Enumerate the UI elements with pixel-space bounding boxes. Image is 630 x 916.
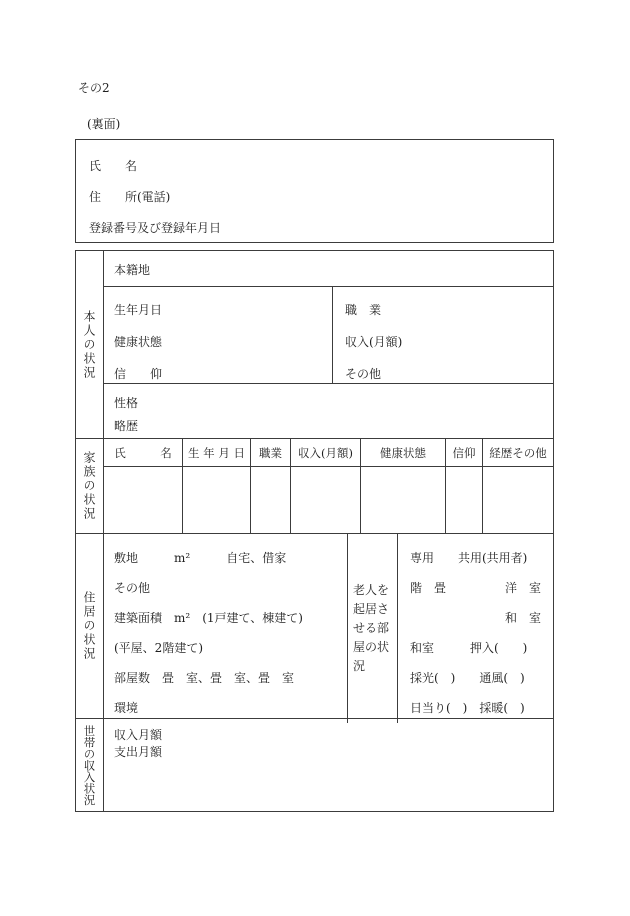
japanese-room-label: 和 室 <box>504 611 541 625</box>
address-field-label: 住 所(電話) <box>89 190 171 204</box>
floor-tatami-field-label <box>410 573 541 603</box>
storeys-field-label: (平屋、2階建て) <box>114 641 203 655</box>
part-label: その2 <box>78 81 110 95</box>
faith-field-label: 信 仰 <box>114 367 163 381</box>
housing-status-section <box>76 533 553 718</box>
family-status-content <box>104 439 553 533</box>
household-income-section <box>76 718 553 811</box>
domicile-field-label: 本籍地 <box>104 251 553 287</box>
household-income-fields <box>104 719 553 811</box>
closet-left: 和室 押入( ) <box>410 641 528 655</box>
family-table-empty-row <box>104 467 553 533</box>
person-status-label: 本人の状況 <box>76 251 104 438</box>
elder-room-status-label: 老人を起居させる部屋の状況 <box>353 583 390 673</box>
family-status-label: 家族の状況 <box>76 439 104 533</box>
family-empty-cell <box>446 467 483 533</box>
family-col-faith: 信仰 <box>446 439 483 466</box>
housing-status-label: 住居の状況 <box>76 534 104 718</box>
family-col-birthdate: 生 年 月 日 <box>183 439 251 466</box>
income-field-label: 収入(月額) <box>345 335 403 349</box>
housing-other-field-label: その他 <box>114 581 151 595</box>
registration-field-label: 登録番号及び登録年月日 <box>89 221 222 235</box>
floor-tatami-left: 階 畳 <box>410 581 447 595</box>
birthdate-field-label: 生年月日 <box>114 303 163 317</box>
western-room-label: 洋 室 <box>504 581 541 595</box>
occupation-field-label: 職 業 <box>345 303 382 317</box>
building-area-field-label: 建築面積 m² (1戸建て、棟建て) <box>114 611 303 625</box>
person-left-fields <box>104 287 333 383</box>
history-field-label: 略歴 <box>114 419 139 433</box>
name-field-label: 氏 名 <box>89 159 138 173</box>
person-traits-row <box>104 384 553 438</box>
housing-status-content <box>104 534 553 718</box>
sunlight-heating-left: 日当り( ) 採暖( ) <box>410 701 525 715</box>
family-empty-cell <box>104 467 183 533</box>
household-income-content <box>104 719 553 811</box>
room-use-field-label <box>410 543 541 573</box>
person-status-content <box>104 251 553 438</box>
room-use-left: 専用 共用(共用者) <box>410 551 528 565</box>
other-field-label: その他 <box>345 367 382 381</box>
family-empty-cell <box>361 467 446 533</box>
family-col-history: 経歴その他 <box>489 445 547 460</box>
health-field-label: 健康状態 <box>114 335 163 349</box>
lighting-ventilation-field-label <box>410 663 541 693</box>
family-table-header <box>104 439 553 467</box>
closet-field-label <box>410 633 541 663</box>
room-count-field-label: 部屋数 畳 室、畳 室、畳 室 <box>114 671 295 685</box>
family-col-health: 健康状態 <box>361 439 446 466</box>
site-area-field-label: 敷地 m² 自宅、借家 <box>114 551 287 565</box>
family-empty-cell <box>183 467 251 533</box>
housing-row <box>104 534 553 723</box>
japanese-room-field-label <box>410 603 541 633</box>
family-status-section <box>76 438 553 533</box>
family-empty-cell <box>483 467 553 533</box>
family-col-occupation: 職業 <box>251 439 291 466</box>
housing-left-fields <box>104 534 348 723</box>
monthly-income-field-label: 収入月額 <box>114 728 163 742</box>
household-income-label: 世帯の収入状況 <box>76 719 104 811</box>
elder-room-status-label-cell <box>348 534 398 723</box>
main-table <box>75 250 554 812</box>
family-col-income: 収入(月額) <box>291 439 361 466</box>
personality-field-label: 性格 <box>114 396 139 410</box>
family-empty-cell <box>251 467 291 533</box>
family-col-name: 氏 名 <box>104 439 183 466</box>
side-label: (裏面) <box>87 117 121 131</box>
family-empty-cell <box>291 467 361 533</box>
elder-room-fields <box>398 534 553 723</box>
monthly-expense-field-label: 支出月額 <box>114 745 163 759</box>
lighting-ventilation-left: 採光( ) 通風( ) <box>410 671 525 685</box>
person-status-section <box>76 251 553 438</box>
person-split-row <box>104 287 553 384</box>
person-right-fields <box>333 287 553 383</box>
identity-box <box>75 139 554 243</box>
environment-field-label: 環境 <box>114 701 139 715</box>
